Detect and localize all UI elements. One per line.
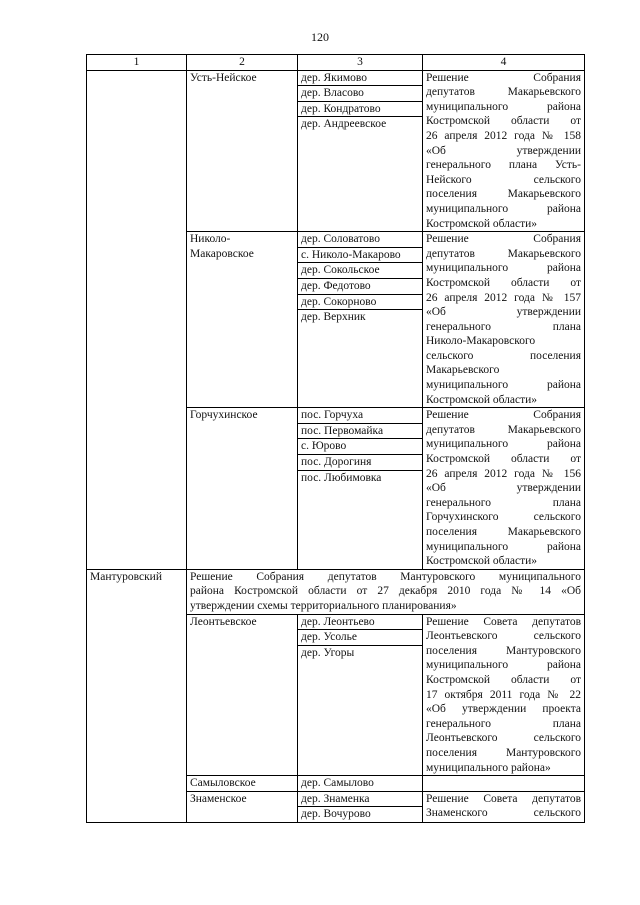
decision-line: Николо-Макаровского: [426, 335, 536, 348]
village-item: с. Николо-Макарово: [298, 248, 422, 264]
settlement-cell: [187, 232, 298, 408]
decision-cell-empty: [423, 776, 585, 792]
settlement-name: Николо-: [190, 233, 231, 246]
decision-line: Горчухинского сельского: [426, 511, 581, 524]
decision-line: «Об утверждении: [426, 306, 581, 319]
settlement-name: Усть-Нейское: [190, 71, 257, 84]
settlement-name: Самыловское: [190, 777, 256, 790]
decision-line: поселения Макарьевского: [426, 526, 581, 538]
settlement-cell: [187, 408, 298, 570]
decision-line: Леонтьевского сельского: [426, 732, 581, 745]
district-decision-cell: [187, 569, 585, 614]
village-item: дер. Вочурово: [301, 808, 371, 821]
settlement-cell: [187, 776, 298, 792]
decision-cell: [423, 791, 585, 822]
decision-line: Решение Собрания: [426, 71, 581, 84]
settlement-name: Макаровское: [190, 247, 254, 260]
villages-cell: [298, 776, 423, 792]
village-item: дер. Якимово: [298, 71, 422, 87]
decision-line: Костромской области»: [426, 555, 538, 568]
village-item: дер. Знаменка: [298, 792, 422, 808]
village-item: дер. Кондратово: [298, 102, 422, 118]
village-item: пос. Первомайка: [298, 424, 422, 440]
villages-cell: [298, 614, 423, 776]
decision-line: Костромской области»: [426, 393, 538, 406]
decision-line: Решение Собрания депутатов Мантуровского муниципального: [190, 570, 581, 583]
village-item: пос. Дорогиня: [298, 455, 422, 471]
village-item: пос. Любимовка: [301, 471, 382, 484]
settlement-name: Знаменское: [190, 792, 247, 805]
village-item: с. Юрово: [298, 439, 422, 455]
decision-line: 26 апреля 2012 года № 156: [426, 467, 581, 480]
decision-line: Леонтьевского сельского: [426, 630, 581, 643]
decision-cell: [423, 408, 585, 570]
decision-line: Нейского сельского: [426, 173, 581, 186]
decision-line: генерального плана: [426, 717, 581, 730]
village-item: дер. Верхник: [301, 311, 366, 324]
settlement-cell: [187, 70, 298, 232]
village-item: дер. Федотово: [298, 279, 422, 295]
decision-cell: [423, 70, 585, 232]
decision-line: поселения Мантуровского: [426, 644, 581, 657]
column-number-row: [87, 55, 585, 71]
villages-cell: [298, 70, 423, 232]
decision-line: 26 апреля 2012 года № 158: [426, 129, 581, 142]
decision-line: Решение Собрания: [426, 409, 581, 422]
village-item: дер. Леонтьево: [298, 615, 422, 631]
decision-line: Костромской области»: [426, 217, 538, 230]
decision-line: «Об утверждении: [426, 482, 581, 495]
decision-line: муниципального района: [426, 438, 581, 451]
village-item: дер. Угоры: [301, 646, 355, 659]
villages-cell: [298, 232, 423, 408]
decision-cell: [423, 614, 585, 776]
decision-line: Знаменского сельского: [426, 807, 581, 820]
column-header-4: 4: [423, 55, 585, 71]
village-item: пос. Горчуха: [298, 408, 422, 424]
decision-line: 17 октября 2011 года № 22: [426, 688, 581, 701]
decision-line: Решение Собрания: [426, 233, 581, 246]
decision-line: Костромской области от: [426, 673, 581, 686]
village-item: дер. Усолье: [298, 630, 422, 646]
decision-line: муниципального района: [426, 262, 581, 275]
column-header-1: 1: [87, 55, 187, 71]
decision-line: Макарьевского: [426, 364, 500, 377]
settlement-name: Горчухинское: [190, 409, 258, 422]
column-header-2: 2: [187, 55, 298, 71]
decision-line: муниципального района: [426, 100, 581, 113]
decision-line: района Костромской области от 27 декабря 2010 года № 14 «Об: [190, 585, 581, 598]
villages-cell: [298, 408, 423, 570]
decision-line: Костромской области от: [426, 276, 581, 289]
decision-line: генерального плана: [426, 320, 581, 333]
table-row: [87, 569, 585, 614]
settlement-cell: [187, 614, 298, 776]
table-row: [87, 70, 585, 232]
decision-line: муниципального района: [426, 540, 581, 553]
decision-line: утверждении схемы территориального планирования»: [190, 599, 457, 612]
decision-line: генерального плана Усть-: [426, 159, 581, 172]
decision-line: сельского поселения: [426, 349, 581, 362]
village-item: дер. Власово: [298, 86, 422, 102]
decision-line: муниципального района: [426, 659, 581, 672]
column-header-3: 3: [298, 55, 423, 71]
district-cell-empty: [87, 70, 187, 569]
decision-line: 26 апреля 2012 года № 157: [426, 291, 581, 304]
villages-cell: [298, 791, 423, 822]
village-item: дер. Соловатово: [298, 232, 422, 248]
village-item: дер. Андреевское: [301, 118, 387, 131]
decision-line: Костромской области от: [426, 453, 581, 466]
decision-line: поселения Мантуровского: [426, 746, 581, 759]
decision-line: Костромской области от: [426, 115, 581, 128]
decision-line: поселения Макарьевского: [426, 188, 581, 201]
district-name: Мантуровский: [90, 570, 162, 583]
decision-line: Решение Совета депутатов: [426, 615, 581, 628]
settlement-cell: [187, 791, 298, 822]
decision-line: Решение Совета депутатов: [426, 792, 581, 805]
decision-line: муниципального района: [426, 379, 581, 392]
decision-line: «Об утверждении: [426, 144, 581, 157]
decision-line: «Об утверждении проекта: [426, 703, 581, 716]
page-number: 120: [311, 30, 329, 44]
decision-line: генерального плана: [426, 496, 581, 509]
village-item: дер. Сокольское: [298, 263, 422, 279]
village-item: дер. Сокорново: [298, 295, 422, 311]
decision-line: депутатов Макарьевского: [426, 423, 581, 436]
decision-line: депутатов Макарьевского: [426, 247, 581, 260]
settlement-name: Леонтьевское: [190, 615, 257, 628]
district-cell: [87, 569, 187, 822]
decision-cell: [423, 232, 585, 408]
decision-line: депутатов Макарьевского: [426, 86, 581, 99]
decision-line: муниципального района»: [426, 761, 551, 774]
village-item: дер. Самылово: [301, 777, 374, 790]
municipal-plans-table: [86, 54, 585, 823]
decision-line: муниципального района: [426, 202, 581, 215]
